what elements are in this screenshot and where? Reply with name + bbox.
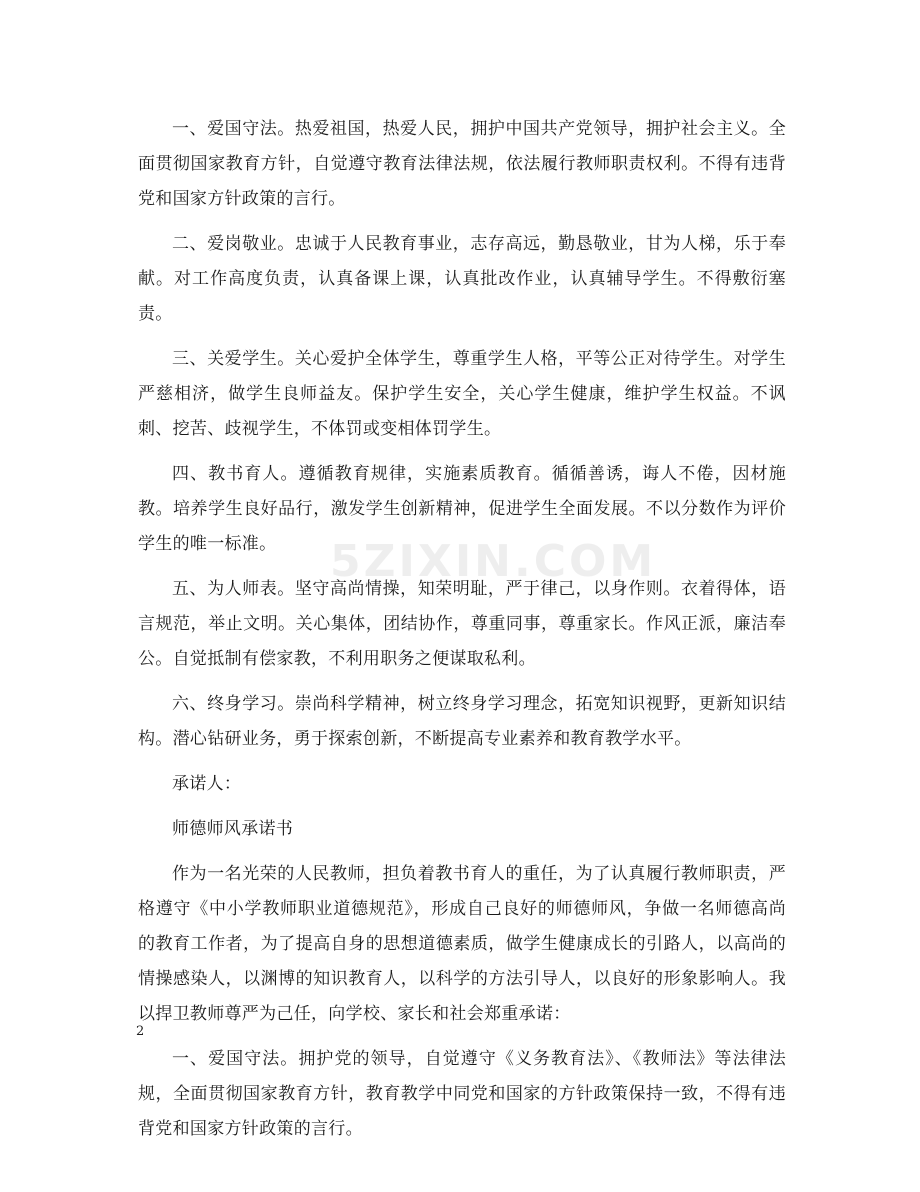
page-number: 2 <box>136 1024 145 1039</box>
paragraph-5: 五、为人师表。坚守高尚情操，知荣明耻，严于律己，以身作则。衣着得体，语言规范，举止文明。关心集体，团结协作，尊重同事，尊重家长。作风正派，廉洁奉公。自觉抵制有偿家教，不利用职务之便谋取私利。 <box>138 579 786 669</box>
section-title: 师德师风承诺书 <box>172 819 294 839</box>
document-body <box>138 112 786 1157</box>
paragraph-2: 二、爱岗敬业。忠诚于人民教育事业，志存高远，勤恳敬业，甘为人梯，乐于奉献。对工作高度负责，认真备课上课，认真批改作业，认真辅导学生。不得敷衍塞责。 <box>138 234 786 324</box>
paragraph-pledge-1: 一、爱国守法。拥护党的领导，自觉遵守《义务教育法》、《教师法》等法律法规，全面贯彻国家教育方针，教育教学中同党和国家的方针政策保持一致，不得有违背党和国家方针政策的言行。 <box>138 1049 786 1139</box>
paragraph-1: 一、爱国守法。热爱祖国，热爱人民，拥护中国共产党领导，拥护社会主义。全面贯彻国家教育方针，自觉遵守教育法律法规，依法履行教师职责权利。不得有违背党和国家方针政策的言行。 <box>138 119 786 209</box>
paragraph-4: 四、教书育人。遵循教育规律，实施素质教育。循循善诱，诲人不倦，因材施教。培养学生良好品行，激发学生创新精神，促进学生全面发展。不以分数作为评价学生的唯一标准。 <box>138 464 786 554</box>
paragraph-3: 三、关爱学生。关心爱护全体学生，尊重学生人格，平等公正对待学生。对学生严慈相济，做学生良师益友。保护学生安全，关心学生健康，维护学生权益。不讽刺、挖苦、歧视学生，不体罚或变相体罚学生。 <box>138 349 786 439</box>
paragraph-intro: 作为一名光荣的人民教师，担负着教书育人的重任，为了认真履行教师职责，严格遵守《中小学教师职业道德规范》，形成自己良好的师德师风，争做一名师德高尚的教育工作者，为了提高自身的思想道德素质，做学生健康成长的引路人，以高尚的情操感染人，以渊博的知识教育人，以科学的方法引导人，以良好的形象影响人。我以捍卫教师尊严为己任，向学校、家长和社会郑重承诺： <box>138 864 786 1024</box>
paragraph-6: 六、终身学习。崇尚科学精神，树立终身学习理念，拓宽知识视野，更新知识结构。潜心钻研业务，勇于探索创新，不断提高专业素养和教育教学水平。 <box>138 694 786 749</box>
watermark: 5ZIXIN.COM <box>330 536 657 587</box>
signature-line: 承诺人： <box>172 774 242 794</box>
